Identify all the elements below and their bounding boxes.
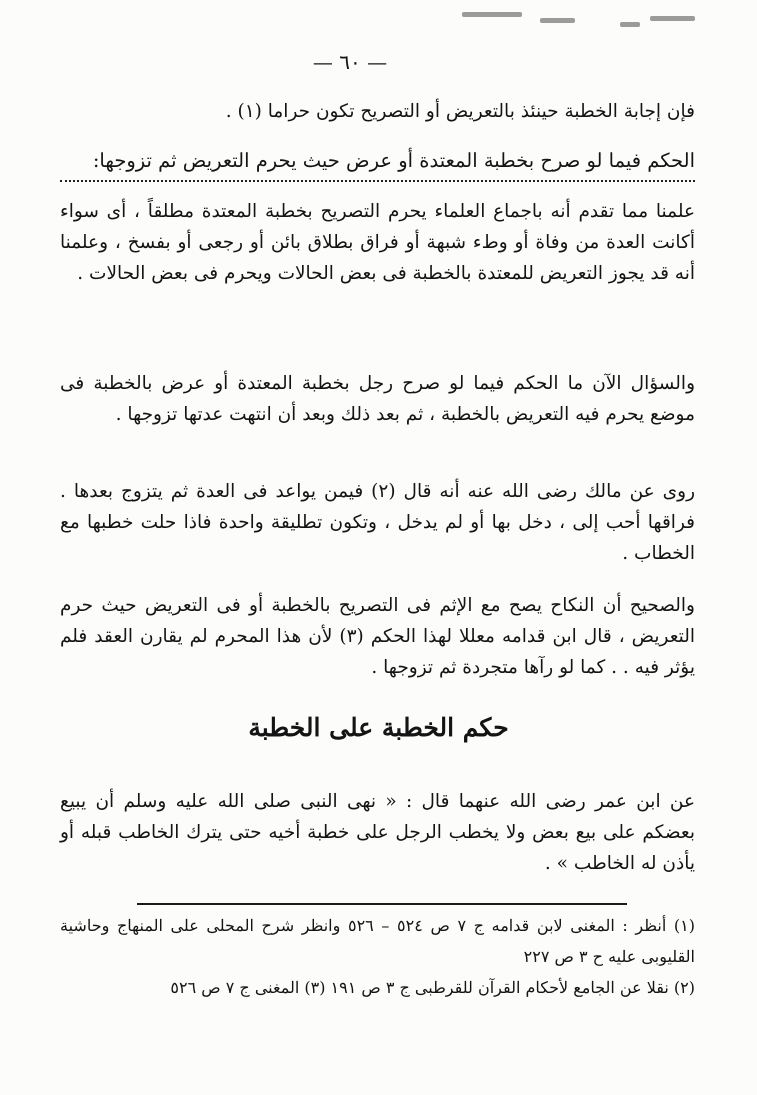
footnote-1: (١) أنظر : المغنى لابن قدامه ج ٧ ص ٥٢٤ – ٥٢٦ وانظر شرح المحلى على المنهاج وحاشية القليوبى عليه ح ٣ ص ٢٢٧ <box>60 916 696 966</box>
intro-line <box>60 96 695 127</box>
scan-artifact <box>620 22 640 27</box>
paragraph-text: والصحيح أن النكاح يصح مع الإثم فى التصريح بالخطبة أو فى التعريض حيث حرم التعريض ، قال ابن قدامه معللا لهذا الحكم (٣) لأن هذا المحرم لم يقارن العقد فلم يؤثر فيه . . كما لو رآها متجردة ثم تزوجها . <box>60 595 695 678</box>
scan-artifact <box>650 16 695 21</box>
scan-artifact <box>540 18 575 23</box>
paragraph-1 <box>60 196 695 289</box>
page-number: — ٦٠ — <box>312 50 388 74</box>
dotted-underline <box>60 180 695 182</box>
section-heading <box>60 146 695 176</box>
paragraph-text: روى عن مالك رضى الله عنه أنه قال (٢) فيمن يواعد فى العدة ثم يتزوج بعدها . فراقها أحب إلى ، دخل بها أو لم يدخل ، وتكون تطليقة واحدة فاذا حلت خطبها مع الخطاب . <box>60 481 696 564</box>
hadith-paragraph <box>60 786 695 879</box>
paragraph-text: عن ابن عمر رضى الله عنهما قال : « نهى النبى صلى الله عليه وسلم أن يبيع بعضكم على بيع بعض ولا يخطب الرجل على خطبة أخيه حتى يترك الخاطب قبله أو يأذن له الخاطب » . <box>60 791 695 874</box>
main-heading: حكم الخطبة على الخطبة <box>248 713 509 742</box>
paragraph-3 <box>60 476 695 569</box>
section-heading-text: الحكم فيما لو صرح بخطبة المعتدة أو عرض حيث يحرم التعريض ثم تزوجها: <box>92 149 695 172</box>
intro-text: فإن إجابة الخطبة حينئذ بالتعريض أو التصريح تكون حراما (١) . <box>225 101 695 122</box>
footnote-separator <box>137 903 627 905</box>
paragraph-text: والسؤال الآن ما الحكم فيما لو صرح رجل بخطبة المعتدة أو عرض بالخطبة فى موضع يحرم فيه التعريض بالخطبة ، ثم بعد ذلك وبعد أن انتهت عدتها تزوجها . <box>60 373 695 425</box>
paragraph-4 <box>60 590 695 683</box>
paragraph-2 <box>60 368 695 430</box>
footnote-2: (٢) نقلا عن الجامع لأحكام القرآن للقرطبى ج ٣ ص ١٩١ (٣) المغنى ج ٧ ص ٥٢٦ <box>170 978 695 997</box>
footnotes <box>60 910 695 1003</box>
paragraph-text: علمنا مما تقدم أنه باجماع العلماء يحرم التصريح بخطبة المعتدة مطلقاً ، أى سواء أكانت العدة من وفاة أو وطء شبهة أو فراق بطلاق بائن أو رجعى أو بفسخ ، وعلمنا أنه قد يجوز التعريض للمعتدة بالخطبة فى بعض الحالات ويحرم فى بعض الحالات . <box>60 201 695 284</box>
scan-artifact <box>462 12 522 17</box>
